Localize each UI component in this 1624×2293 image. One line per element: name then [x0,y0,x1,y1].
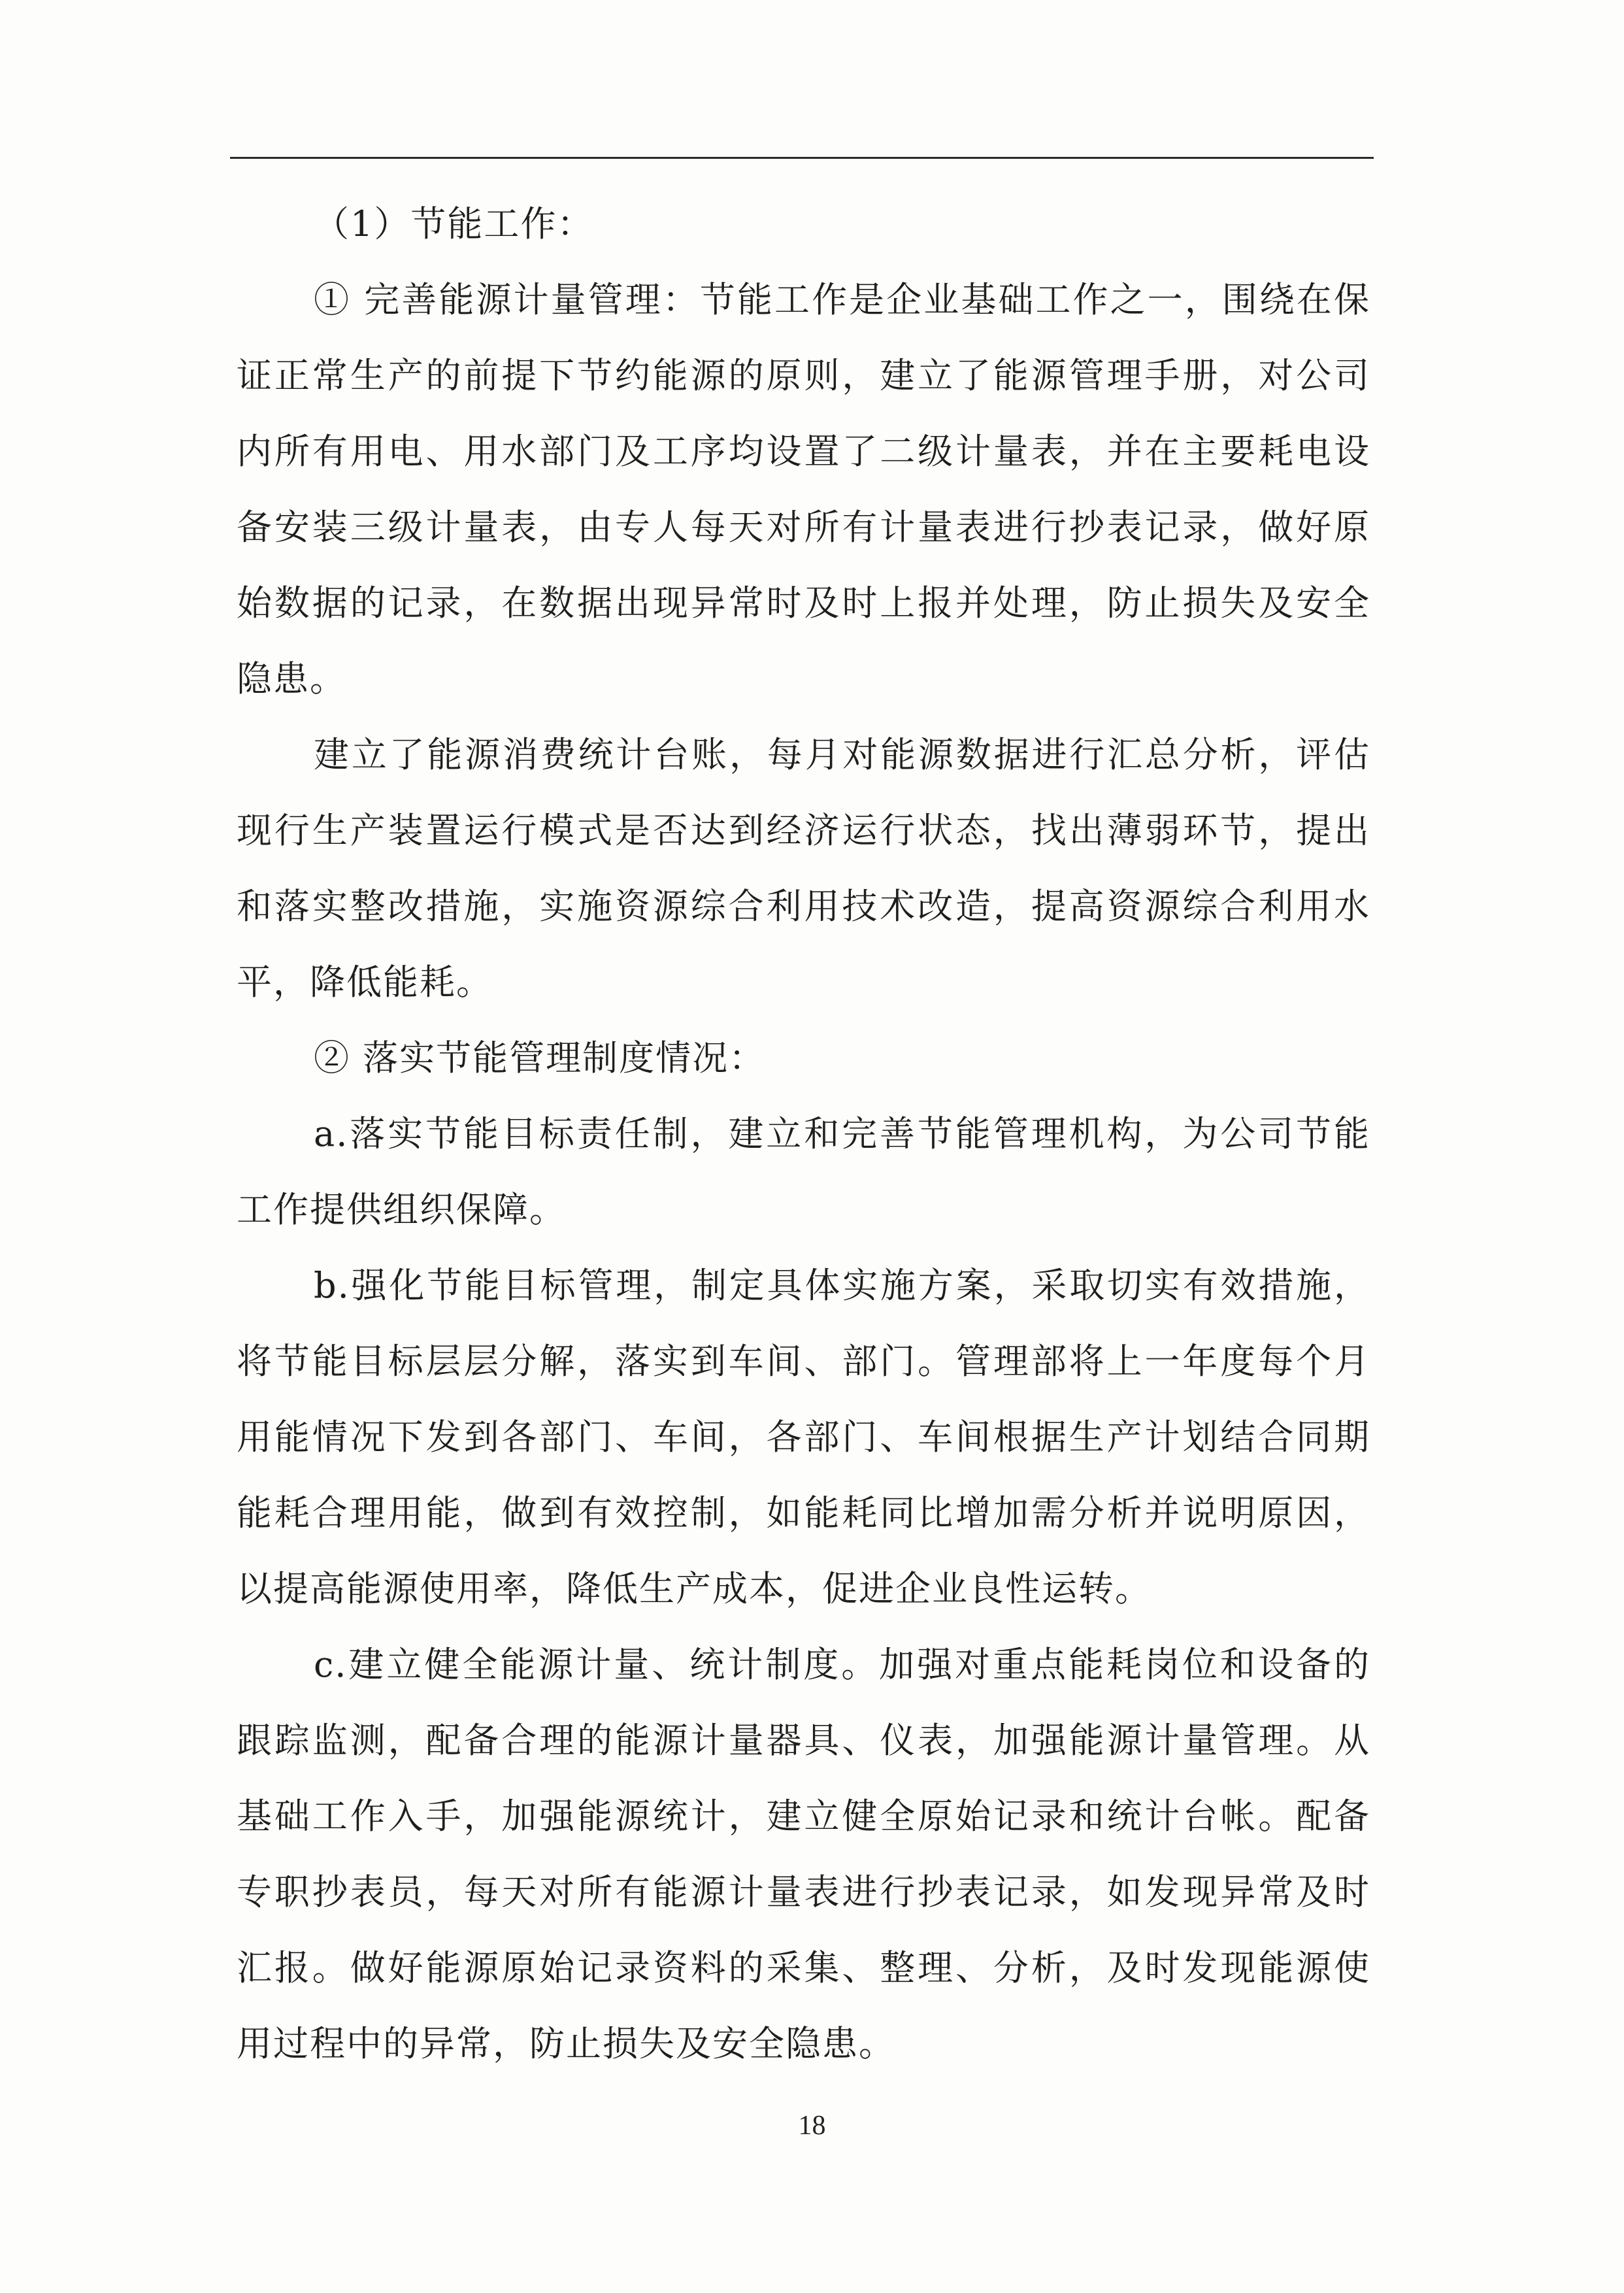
document-body [237,186,1370,2082]
subheading-management-system: ② 落实节能管理制度情况： [314,1037,766,1079]
paragraph-metering-management: ① 完善能源计量管理：节能工作是企业基础工作之一，围绕在保证正常生产的前提下节约能源的原则，建立了能源管理手册，对公司内所有用电、用水部门及工序均设置了二级计量表，并在主要耗电设备安装三级计量表，由专人每天对所有计量表进行抄表记录，做好原始数据的记录，在数据出现异常时及时上报并处理，防止损失及安全隐患。 [237,279,1370,699]
section-heading: （1）节能工作： [314,203,594,244]
page-number: 18 [798,2111,826,2141]
paragraph-item-c: c.建立健全能源计量、统计制度。加强对重点能耗岗位和设备的跟踪监测，配备合理的能源计量器具、仪表，加强能源计量管理。从基础工作入手，加强能源统计，建立健全原始记录和统计台帐。配备专职抄表员，每天对所有能源计量表进行抄表记录，如发现异常及时汇报。做好能源原始记录资料的采集、整理、分析，及时发现能源使用过程中的异常，防止损失及安全隐患。 [237,1644,1370,2064]
header-rule [230,157,1374,159]
paragraph-statistics-ledger: 建立了能源消费统计台账，每月对能源数据进行汇总分析，评估现行生产装置运行模式是否达到经济运行状态，找出薄弱环节，提出和落实整改措施，实施资源综合利用技术改造，提高资源综合利用水平，降低能耗。 [237,734,1370,1003]
paragraph-item-a: a.落实节能目标责任制，建立和完善节能管理机构，为公司节能工作提供组织保障。 [237,1113,1370,1230]
paragraph-item-b: b.强化节能目标管理，制定具体实施方案，采取切实有效措施，将节能目标层层分解，落实到车间、部门。管理部将上一年度每个月用能情况下发到各部门、车间，各部门、车间根据生产计划结合同期能耗合理用能，做到有效控制，如能耗同比增加需分析并说明原因，以提高能源使用率，降低生产成本，促进企业良性运转。 [237,1265,1370,1609]
